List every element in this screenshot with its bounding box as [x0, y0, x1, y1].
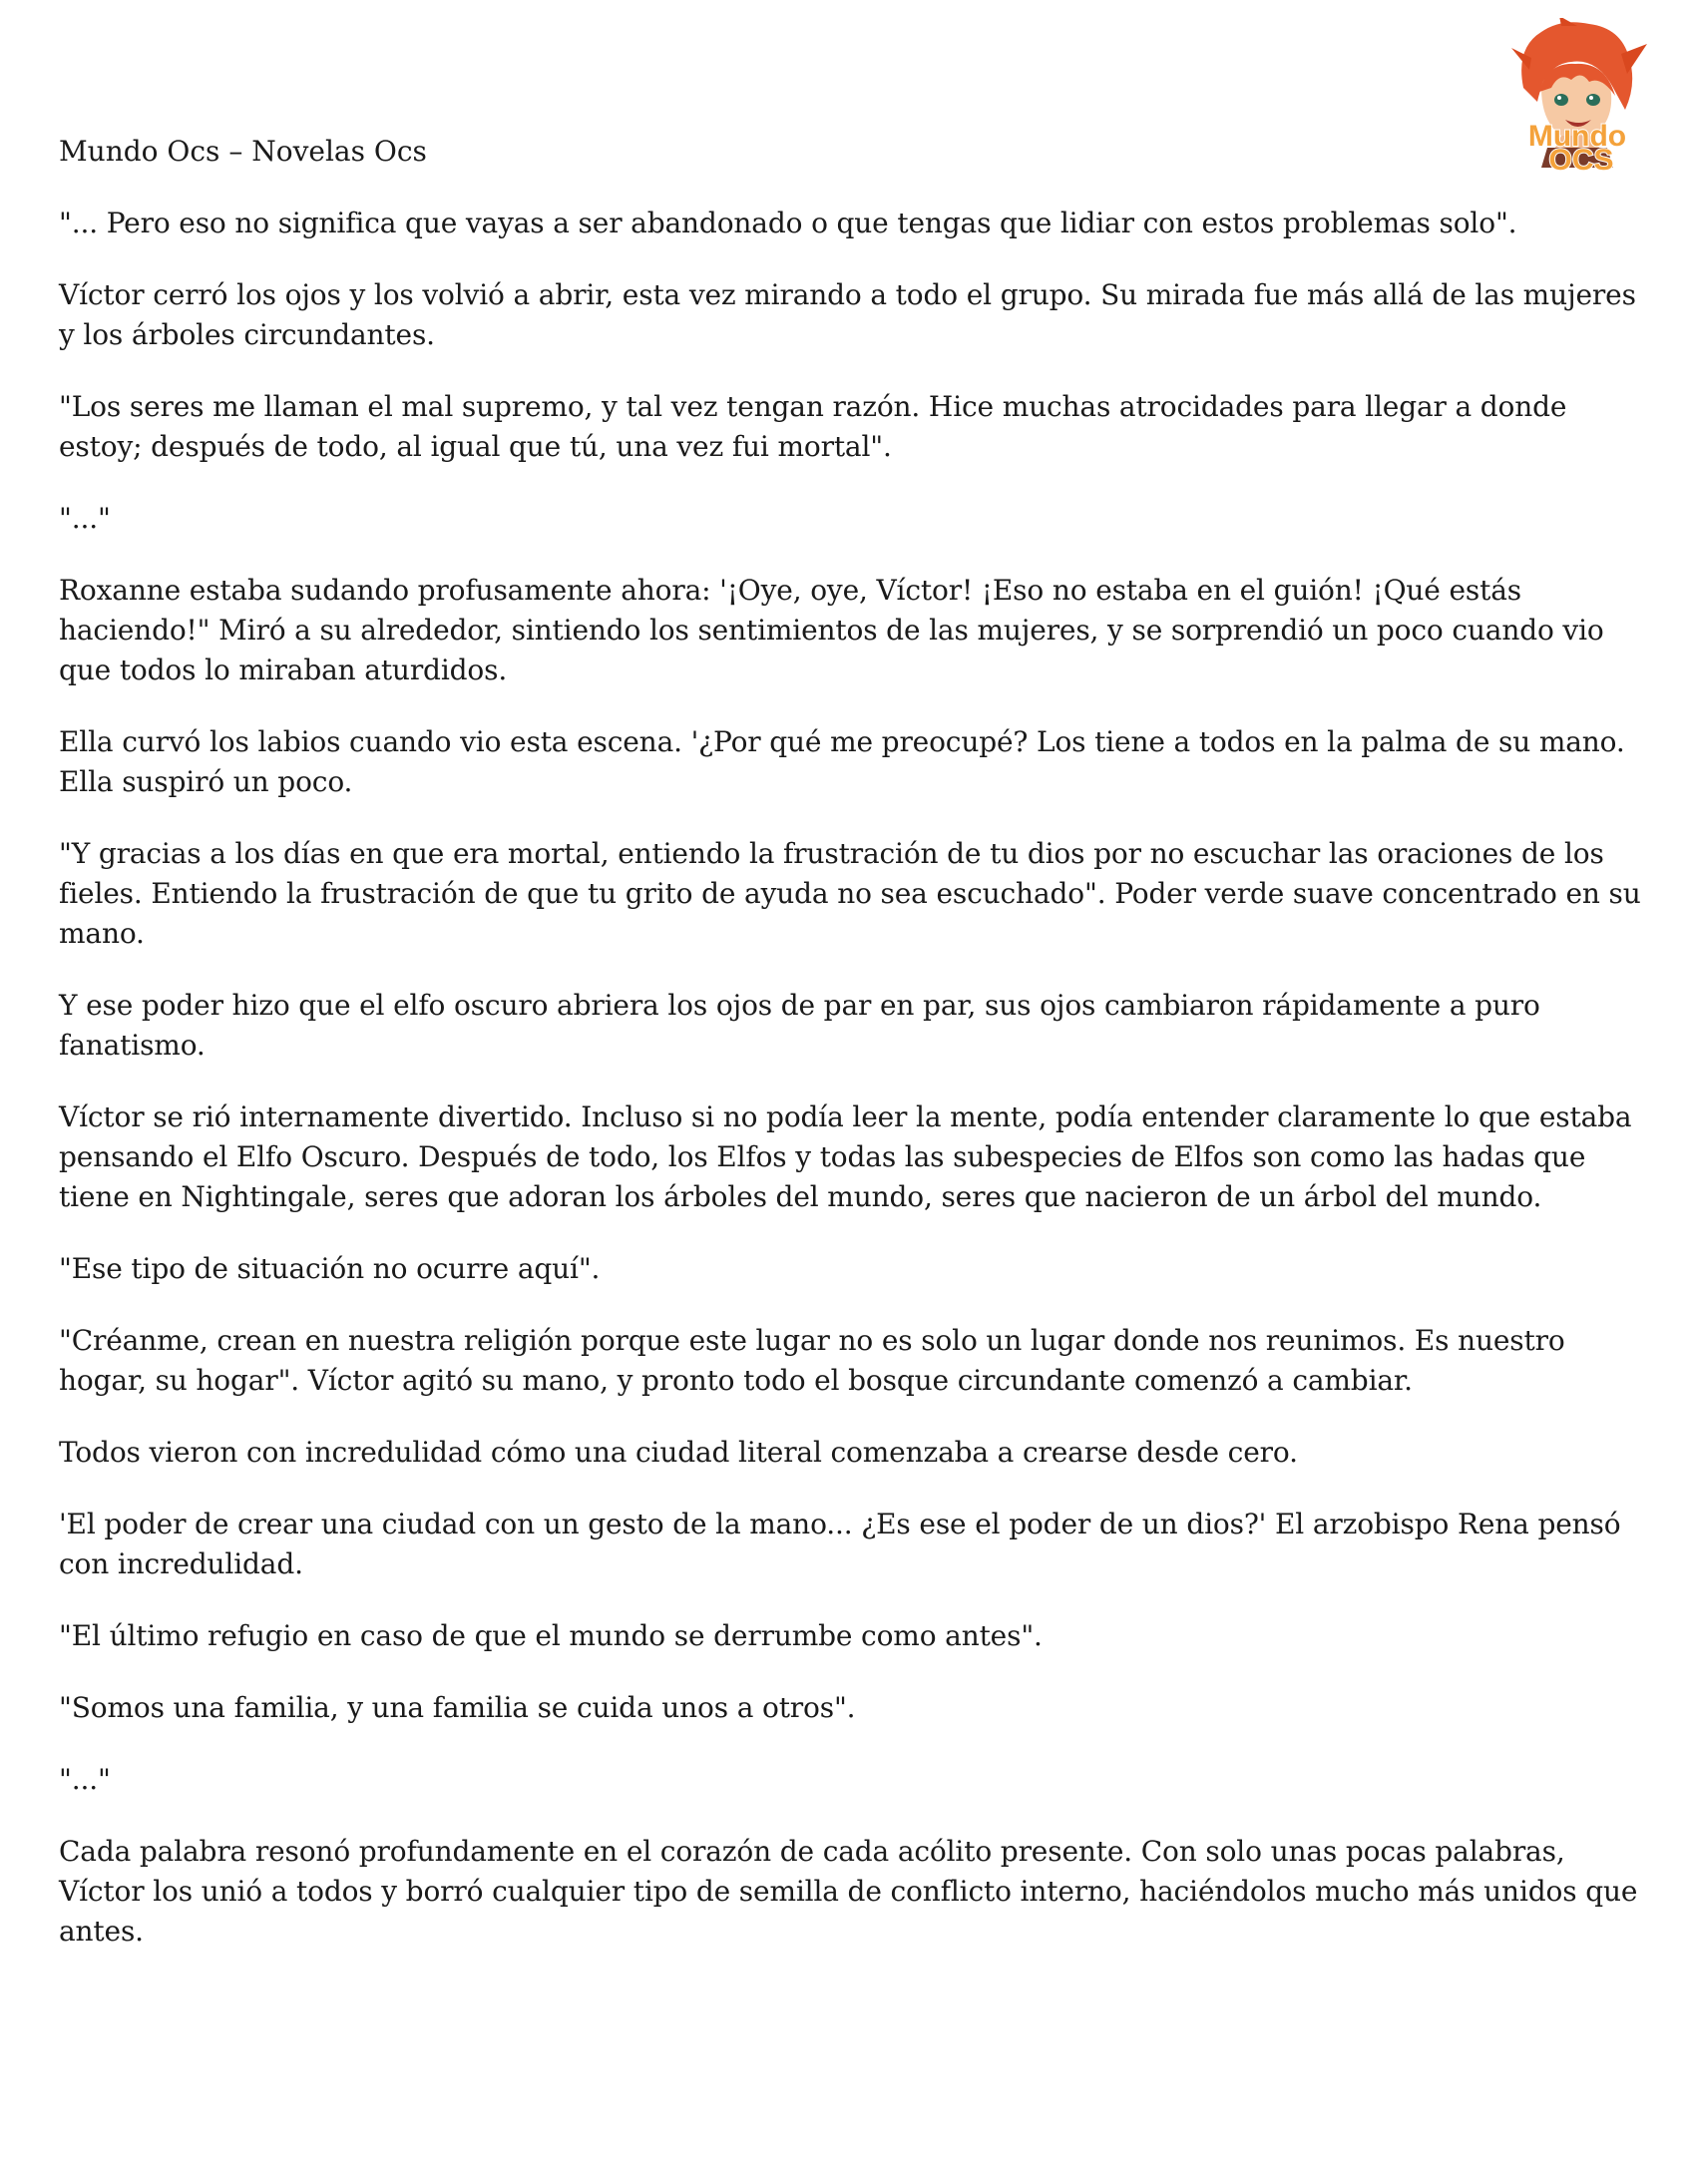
paragraph: "Ese tipo de situación no ocurre aquí". — [59, 1252, 601, 1285]
paragraph: "..." — [59, 1763, 111, 1796]
logo-text-bottom: OCS — [1548, 144, 1614, 176]
paragraph: "Somos una familia, y una familia se cuida unos a otros". — [59, 1691, 856, 1724]
paragraph: "El último refugio en caso de que el mundo se derrumbe como antes". — [59, 1619, 1043, 1652]
paragraph: "Los seres me llaman el mal supremo, y tal vez tengan razón. Hice muchas atrocidades para llegar a donde estoy; después de todo, al igual que tú, una vez fui mortal". — [59, 390, 1567, 463]
paragraph: Cada palabra resonó profundamente en el corazón de cada acólito presente. Con solo unas pocas palabras, Víctor los unió a todos y borró cualquier tipo de semilla de conflicto interno, haciéndolos mucho más unidos que antes. — [59, 1835, 1638, 1948]
page-header: Mundo Ocs – Novelas Ocs — [59, 135, 427, 168]
paragraph: Todos vieron con incredulidad cómo una ciudad literal comenzaba a crearse desde cero. — [59, 1436, 1298, 1469]
paragraph: 'El poder de crear una ciudad con un gesto de la mano... ¿Es ese el poder de un dios?' El arzobispo Rena pensó con incredulidad. — [59, 1508, 1621, 1580]
paragraph: "Y gracias a los días en que era mortal, entiendo la frustración de tu dios por no escuchar las oraciones de los fieles. Entiendo la frustración de que tu grito de ayuda no sea escuchado". Poder verde suave concentrado en su mano. — [59, 837, 1641, 950]
paragraph: Y ese poder hizo que el elfo oscuro abriera los ojos de par en par, sus ojos cambiaron rápidamente a puro fanatismo. — [59, 989, 1540, 1062]
paragraph: "... Pero eso no significa que vayas a ser abandonado o que tengas que lidiar con estos problemas solo". — [59, 207, 1517, 239]
paragraph: Roxanne estaba sudando profusamente ahora: '¡Oye, oye, Víctor! ¡Eso no estaba en el guión! ¡Qué estás haciendo!" Miró a su alrededor, sintiendo los sentimientos de las mujeres, y se sorprendió un poco cuando vio que todos lo miraban aturdidos. — [59, 574, 1604, 686]
paragraph: Ella curvó los labios cuando vio esta escena. '¿Por qué me preocupé? Los tiene a todos en la palma de su mano. Ella suspiró un poco. — [59, 725, 1625, 798]
paragraph: Víctor se rió internamente divertido. Incluso si no podía leer la mente, podía entender claramente lo que estaba pensando el Elfo Oscuro. Después de todo, los Elfos y todas las subespecies de Elfos son como las hadas que tiene en Nightingale, seres que adoran los árboles del mundo, seres que nacieron de un árbol del mundo. — [59, 1100, 1632, 1213]
anime-character-logo-icon — [1501, 18, 1653, 176]
mundo-ocs-logo — [1501, 18, 1653, 176]
paragraph: "..." — [59, 502, 111, 535]
paragraph: "Créanme, crean en nuestra religión porque este lugar no es solo un lugar donde nos reunimos. Es nuestro hogar, su hogar". Víctor agitó su mano, y pronto todo el bosque circundante comenzó a cambiar. — [59, 1324, 1565, 1397]
logo-text-top: Mundo — [1527, 120, 1627, 153]
paragraph: Víctor cerró los ojos y los volvió a abrir, esta vez mirando a todo el grupo. Su mirada fue más allá de las mujeres y los árboles circundantes. — [59, 278, 1636, 351]
document-body — [59, 204, 1645, 1983]
